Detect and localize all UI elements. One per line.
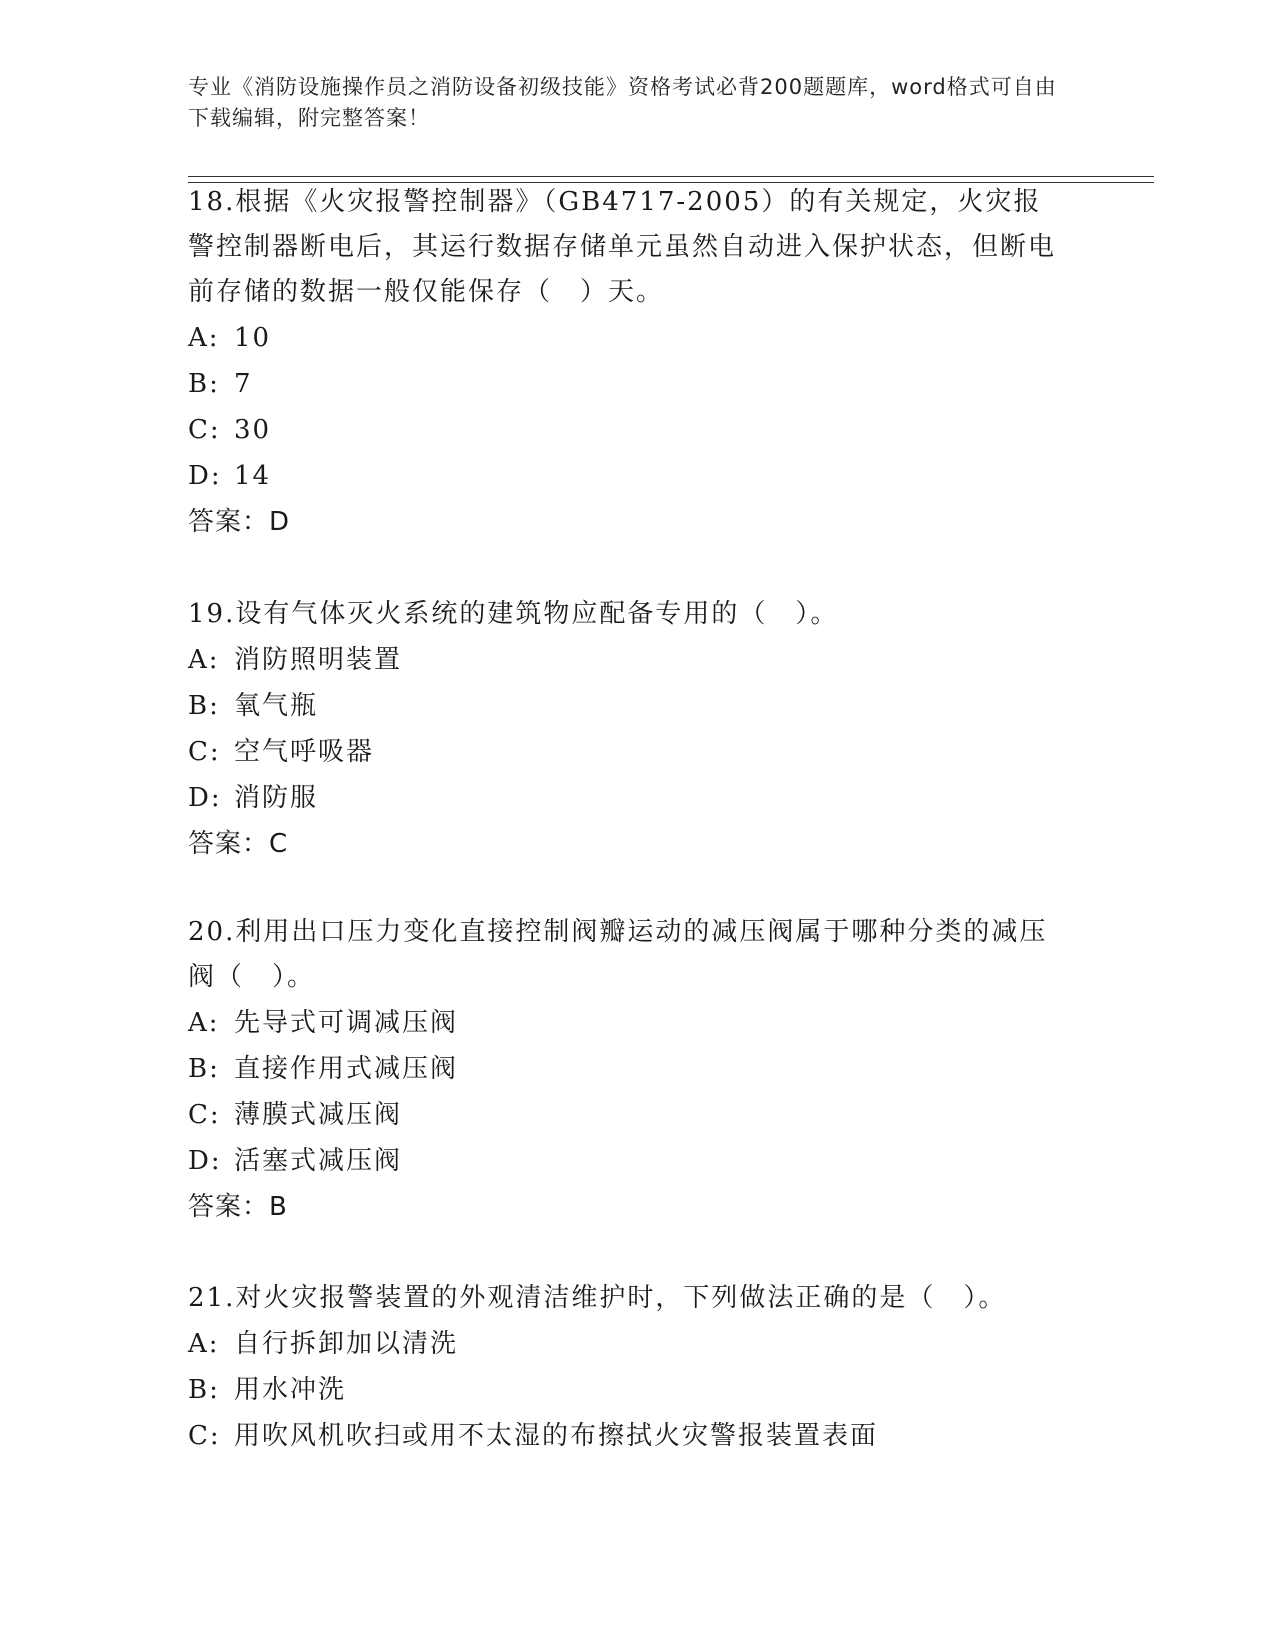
option-label: C:: [188, 1421, 221, 1451]
option-b: [188, 683, 1068, 729]
option-label: B:: [188, 691, 220, 721]
option-d: [188, 453, 1068, 499]
question-18: [188, 180, 1068, 545]
question-stem: 21.对火灾报警装置的外观清洁维护时，下列做法正确的是（ ）。: [188, 1283, 1007, 1313]
option-text: 先导式可调减压阀: [234, 1008, 459, 1038]
question-stem: 18.根据《火灾报警控制器》（GB4717-2005）的有关规定，火灾报警控制器断电后，其运行数据存储单元虽然自动进入保护状态，但断电前存储的数据一般仅能保存（ ）天。: [188, 187, 1057, 307]
option-text: 氧气瓶: [234, 691, 319, 721]
document-header: 专业《消防设施操作员之消防设备初级技能》资格考试必背200题题库，word格式可自由下载编辑，附完整答案！: [188, 75, 1057, 130]
answer: 答案：B: [188, 1192, 288, 1222]
option-label: A:: [188, 323, 220, 353]
question-stem: 20.利用出口压力变化直接控制阀瓣运动的减压阀属于哪种分类的减压阀（ ）。: [188, 917, 1048, 992]
option-a: [188, 1000, 1068, 1046]
option-a: [188, 1321, 1068, 1367]
option-text: 7: [234, 369, 253, 399]
option-a: [188, 315, 1068, 361]
question-21: [188, 1276, 1068, 1459]
option-text: 10: [234, 323, 272, 353]
option-label: A:: [188, 1008, 220, 1038]
option-label: D:: [188, 1146, 222, 1176]
option-label: A:: [188, 1329, 220, 1359]
option-text: 30: [234, 415, 272, 445]
header-divider-top: [188, 176, 1154, 177]
option-label: C:: [188, 415, 221, 445]
option-text: 空气呼吸器: [234, 737, 375, 767]
option-c: [188, 1092, 1068, 1138]
option-text: 薄膜式减压阀: [234, 1100, 403, 1130]
option-d: [188, 1138, 1068, 1184]
option-b: [188, 1367, 1068, 1413]
option-c: [188, 729, 1068, 775]
option-text: 活塞式减压阀: [234, 1146, 403, 1176]
option-text: 消防服: [234, 783, 319, 813]
option-text: 用吹风机吹扫或用不太湿的布擦拭火灾警报装置表面: [234, 1421, 879, 1451]
option-label: B:: [188, 1054, 220, 1084]
option-text: 消防照明装置: [234, 645, 403, 675]
option-b: [188, 1046, 1068, 1092]
question-stem: 19.设有气体灭火系统的建筑物应配备专用的（ ）。: [188, 599, 839, 629]
option-text: 自行拆卸加以清洗: [234, 1329, 459, 1359]
option-c: [188, 1413, 1068, 1459]
option-text: 直接作用式减压阀: [234, 1054, 459, 1084]
option-label: D:: [188, 461, 222, 491]
question-20: [188, 910, 1068, 1230]
answer: 答案：C: [188, 829, 289, 859]
option-text: 14: [234, 461, 272, 491]
option-label: C:: [188, 737, 221, 767]
answer: 答案：D: [188, 507, 291, 537]
option-label: B:: [188, 1375, 220, 1405]
question-19: [188, 592, 1068, 867]
option-d: [188, 775, 1068, 821]
option-a: [188, 637, 1068, 683]
option-label: A:: [188, 645, 220, 675]
option-c: [188, 407, 1068, 453]
option-label: D:: [188, 783, 222, 813]
option-label: C:: [188, 1100, 221, 1130]
option-label: B:: [188, 369, 220, 399]
option-b: [188, 361, 1068, 407]
option-text: 用水冲洗: [234, 1375, 347, 1405]
